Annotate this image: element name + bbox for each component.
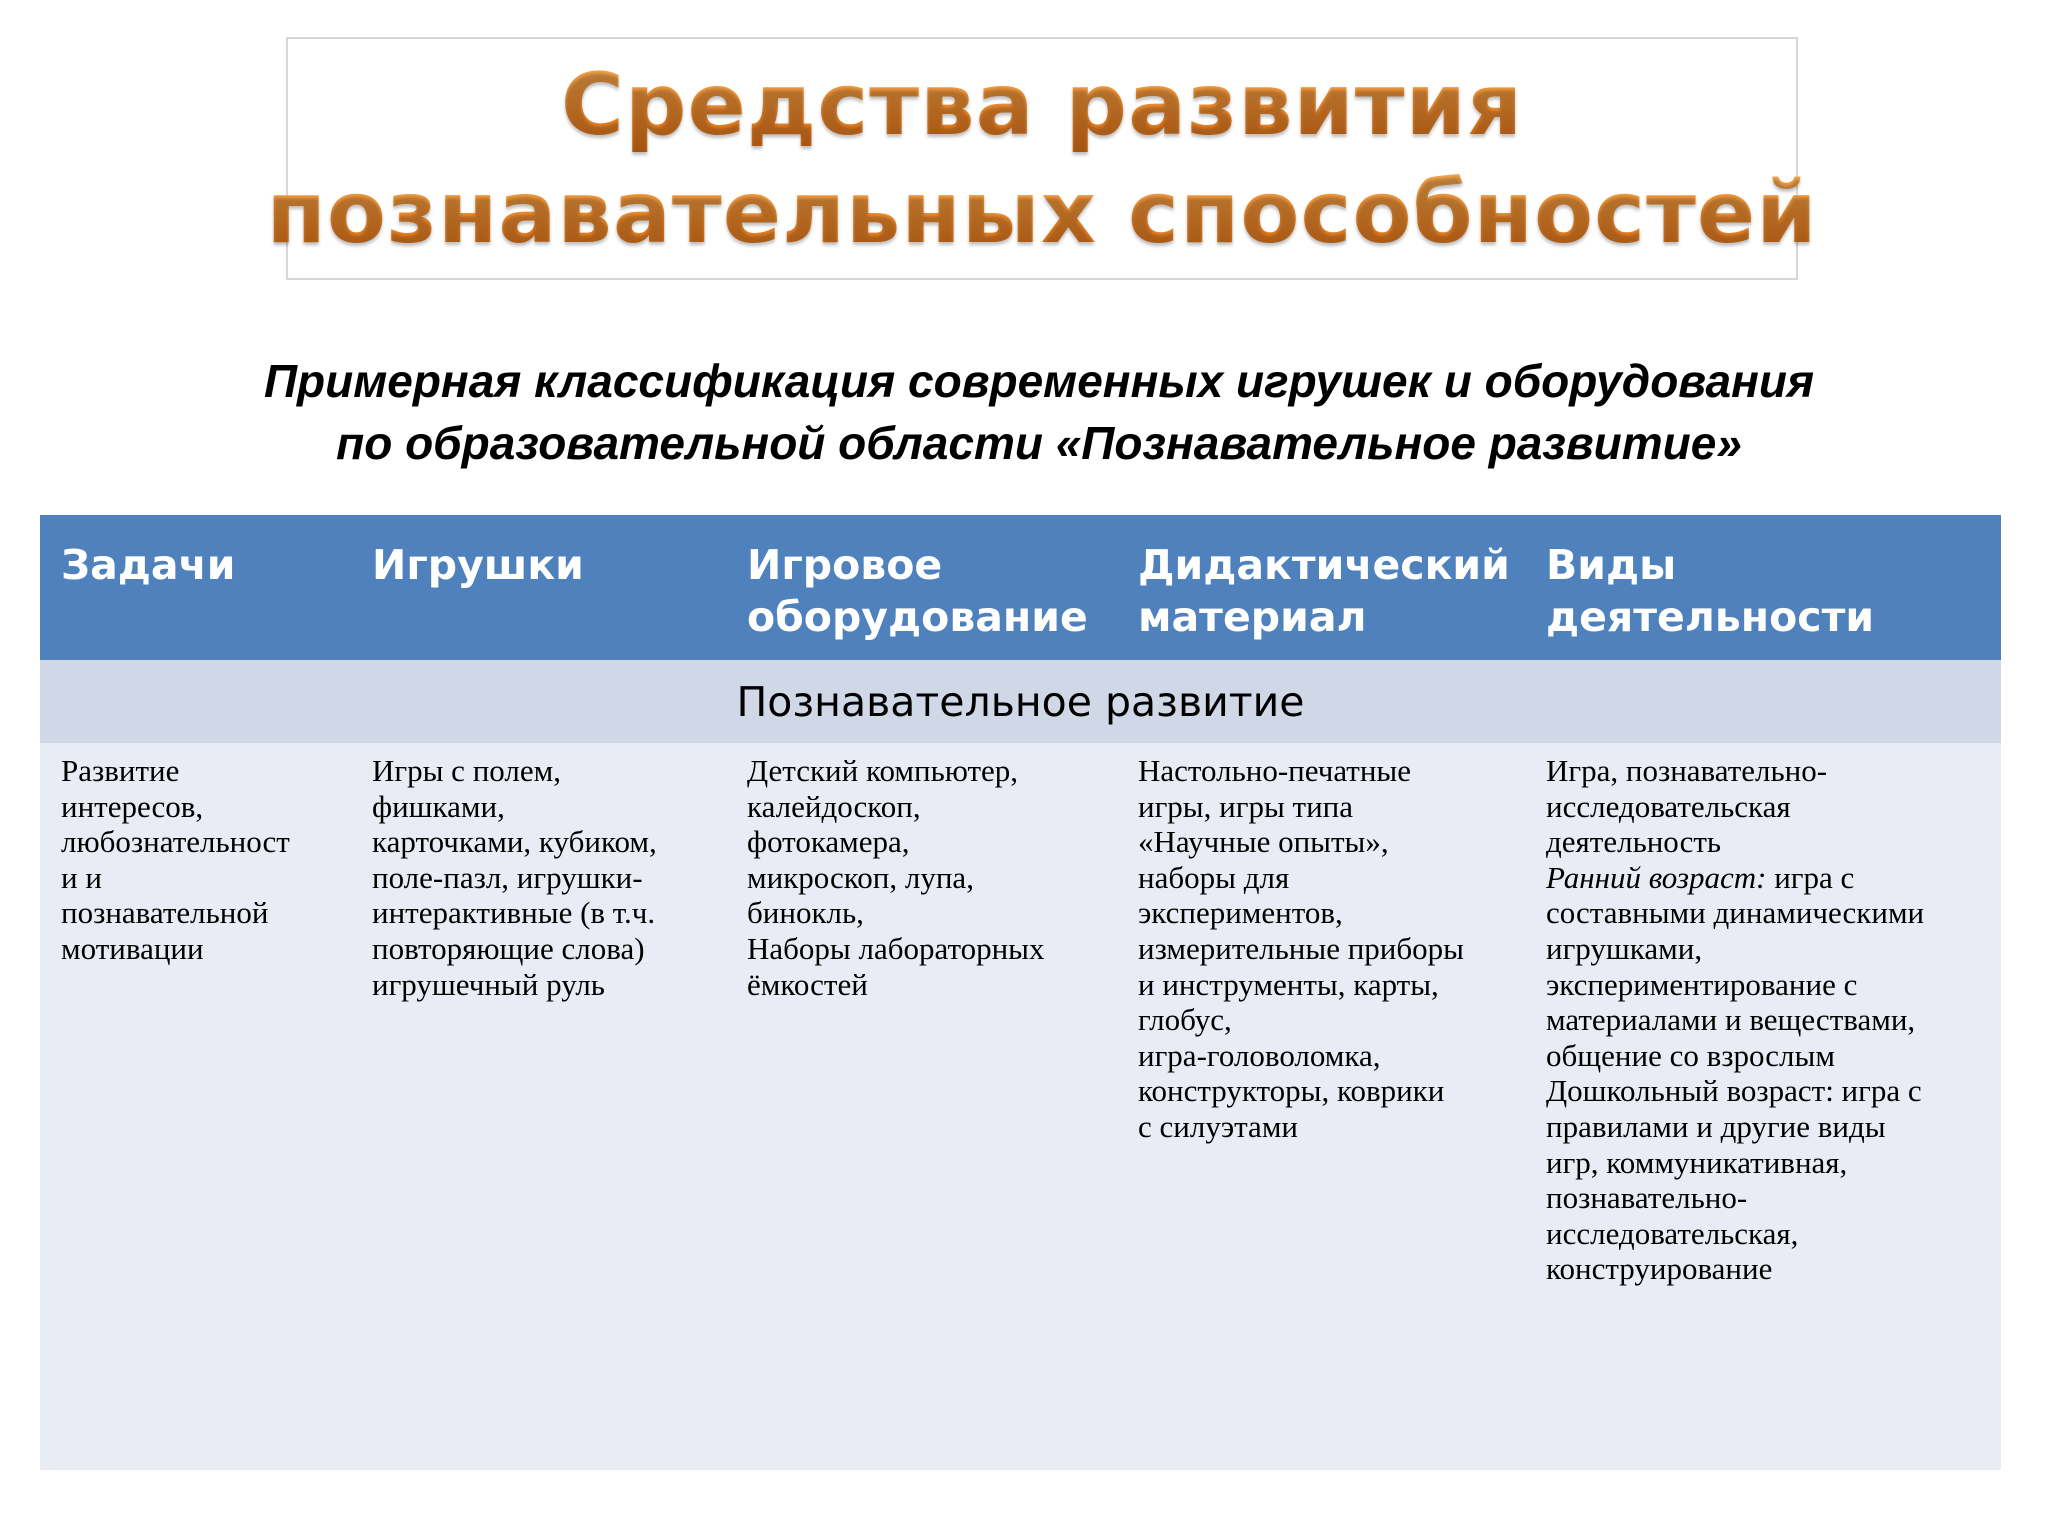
section-row <box>40 660 2001 743</box>
cell-activities: Игра, познавательно- исследовательская деятельность Ранний возраст: игра с составными динамическими игрушками, экспериментирование с материалами и веществами, общение со взрослым Дошкольный возраст: игра с правилами и другие виды игр, коммуникативная, познавательно- исследовательская, конструирование <box>1546 753 1925 1287</box>
early-age-line: Ранний возраст: игра с <box>1546 859 1855 895</box>
header-didactic: Дидактический материал <box>1138 541 1510 641</box>
cell-equipment: Детский компьютер, калейдоскоп, фотокамера, микроскоп, лупа, бинокль, Наборы лабораторных ёмкостей <box>747 753 1045 1002</box>
cell-didactic: Настольно-печатные игры, игры типа «Научные опыты», наборы для экспериментов, измерительные приборы и инструменты, карты, глобус, игра-головоломка, конструкторы, коврики с силуэтами <box>1138 753 1464 1144</box>
header-equipment: Игровое оборудование <box>747 541 1088 641</box>
header-toys: Игрушки <box>372 541 584 589</box>
title-line-2: познавательных способностей <box>266 159 1817 267</box>
classification-table <box>40 515 2001 1470</box>
subtitle-line-2: по образовательной области «Познавательное развитие» <box>336 417 1742 469</box>
cell-tasks: Развитие интересов, любознательност и и познавательной мотивации <box>61 753 290 966</box>
table-header-row <box>40 515 2001 660</box>
subtitle-line-1: Примерная классификация современных игрушек и оборудования <box>263 355 1815 407</box>
title-box <box>266 37 1818 280</box>
header-tasks: Задачи <box>61 541 236 589</box>
cell-toys: Игры с полем, фишками, карточками, кубиком, поле-пазл, игрушки- интерактивные (в т.ч. повторяющие слова) игрушечный руль <box>372 753 657 1002</box>
table-body-row <box>40 743 2001 1470</box>
header-activities: Виды деятельности <box>1546 541 1875 641</box>
subtitle <box>40 350 2038 474</box>
section-label: Познавательное развитие <box>736 677 1305 726</box>
title-line-1: Средства развития <box>561 51 1523 159</box>
